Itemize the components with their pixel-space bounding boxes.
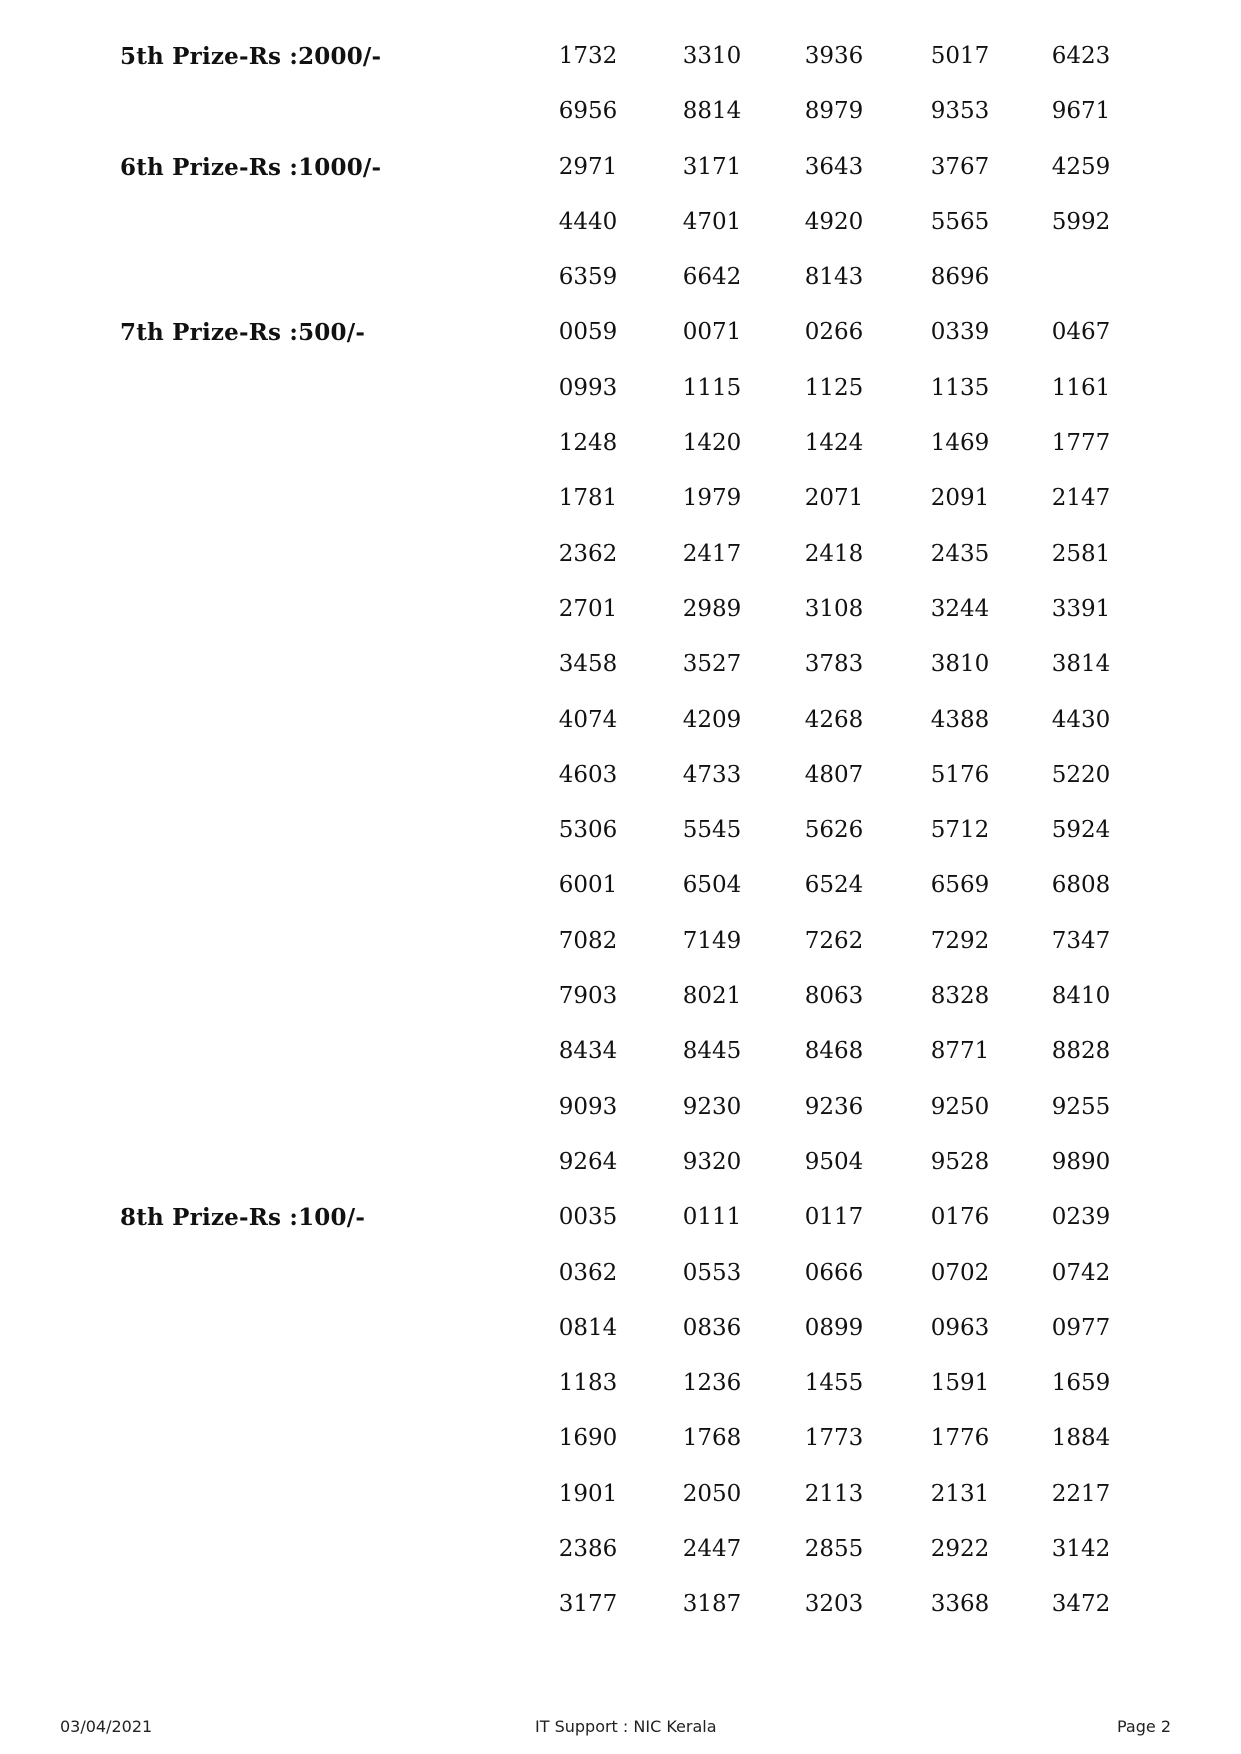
ticket-number: 1125 — [804, 374, 864, 401]
ticket-number: 3244 — [930, 595, 990, 622]
ticket-number: 0059 — [558, 319, 618, 346]
ticket-number: 2447 — [682, 1536, 742, 1563]
ticket-number: 2091 — [930, 485, 990, 512]
ticket-number: 5220 — [1051, 761, 1111, 788]
ticket-number: 9250 — [930, 1093, 990, 1120]
ticket-number: 4440 — [558, 208, 618, 235]
ticket-number: 5017 — [930, 43, 990, 69]
result-row — [0, 1417, 1241, 1472]
ticket-number: 1781 — [558, 485, 618, 512]
ticket-number: 8328 — [930, 983, 990, 1010]
ticket-number: 6359 — [558, 264, 618, 291]
ticket-number: 8828 — [1051, 1038, 1111, 1065]
result-row — [0, 975, 1241, 1030]
ticket-number: 4920 — [804, 208, 864, 235]
result-row — [0, 146, 1241, 201]
ticket-number: 0239 — [1051, 1204, 1111, 1231]
ticket-number: 3177 — [558, 1591, 618, 1618]
ticket-number: 3767 — [930, 153, 990, 180]
ticket-number: 0467 — [1051, 319, 1111, 346]
ticket-number: 3187 — [682, 1591, 742, 1618]
ticket-number: 4733 — [682, 761, 742, 788]
ticket-number: 7262 — [804, 927, 864, 954]
ticket-number: 9504 — [804, 1148, 864, 1175]
footer-date: 03/04/2021 — [60, 1717, 153, 1736]
ticket-number: 7149 — [682, 927, 742, 954]
ticket-number: 2386 — [558, 1536, 618, 1563]
ticket-number: 4268 — [804, 706, 864, 733]
ticket-number: 1979 — [682, 485, 742, 512]
ticket-number: 5565 — [930, 208, 990, 235]
ticket-number: 5712 — [930, 817, 990, 844]
ticket-number: 8979 — [804, 98, 864, 125]
ticket-number: 5545 — [682, 817, 742, 844]
ticket-number: 1690 — [558, 1425, 618, 1452]
result-row — [0, 699, 1241, 754]
ticket-number: 6524 — [804, 872, 864, 899]
result-row — [0, 533, 1241, 588]
ticket-number: 8468 — [804, 1038, 864, 1065]
ticket-number: 3472 — [1051, 1591, 1111, 1618]
ticket-number: 1469 — [930, 430, 990, 457]
ticket-number: 1773 — [804, 1425, 864, 1452]
ticket-number: 0176 — [930, 1204, 990, 1231]
ticket-number: 3391 — [1051, 595, 1111, 622]
result-row — [0, 1307, 1241, 1362]
ticket-number: 4430 — [1051, 706, 1111, 733]
ticket-number: 0266 — [804, 319, 864, 346]
ticket-number: 2701 — [558, 595, 618, 622]
ticket-number: 1424 — [804, 430, 864, 457]
ticket-number: 3203 — [804, 1591, 864, 1618]
ticket-number: 9264 — [558, 1148, 618, 1175]
result-row — [0, 1086, 1241, 1141]
ticket-number: 5992 — [1051, 208, 1111, 235]
ticket-number: 6808 — [1051, 872, 1111, 899]
ticket-number: 3810 — [930, 651, 990, 678]
ticket-number: 7292 — [930, 927, 990, 954]
ticket-number: 8814 — [682, 98, 742, 125]
ticket-number: 4074 — [558, 706, 618, 733]
ticket-number: 1420 — [682, 430, 742, 457]
result-row — [0, 1473, 1241, 1528]
ticket-number: 6423 — [1051, 43, 1111, 69]
ticket-number: 6001 — [558, 872, 618, 899]
ticket-number: 3936 — [804, 43, 864, 69]
ticket-number: 3527 — [682, 651, 742, 678]
ticket-number: 9236 — [804, 1093, 864, 1120]
ticket-number: 8771 — [930, 1038, 990, 1065]
ticket-number: 8063 — [804, 983, 864, 1010]
ticket-number: 0666 — [804, 1259, 864, 1286]
ticket-number: 9528 — [930, 1148, 990, 1175]
result-row — [0, 201, 1241, 256]
result-row — [0, 1362, 1241, 1417]
ticket-number: 1236 — [682, 1370, 742, 1397]
ticket-number: 8143 — [804, 264, 864, 291]
prize-label: 7th Prize-Rs :500/- — [120, 319, 366, 347]
ticket-number: 1591 — [930, 1370, 990, 1397]
ticket-number: 0977 — [1051, 1314, 1111, 1341]
result-row — [0, 588, 1241, 643]
ticket-number: 1161 — [1051, 374, 1111, 401]
ticket-number: 3783 — [804, 651, 864, 678]
result-row — [0, 477, 1241, 532]
ticket-number: 0071 — [682, 319, 742, 346]
ticket-number: 8445 — [682, 1038, 742, 1065]
result-row — [0, 864, 1241, 919]
ticket-number: 0553 — [682, 1259, 742, 1286]
ticket-number: 2113 — [804, 1480, 864, 1507]
ticket-number: 1884 — [1051, 1425, 1111, 1452]
ticket-number: 9353 — [930, 98, 990, 125]
prize-label: 6th Prize-Rs :1000/- — [120, 153, 382, 181]
ticket-number: 1183 — [558, 1370, 618, 1397]
ticket-number: 3643 — [804, 153, 864, 180]
ticket-number: 3108 — [804, 595, 864, 622]
prize-label: 8th Prize-Rs :100/- — [120, 1204, 366, 1232]
ticket-number: 4701 — [682, 208, 742, 235]
ticket-number: 1777 — [1051, 430, 1111, 457]
ticket-number: 6569 — [930, 872, 990, 899]
footer-page-number: Page 2 — [1117, 1717, 1171, 1736]
ticket-number: 4603 — [558, 761, 618, 788]
ticket-number: 9255 — [1051, 1093, 1111, 1120]
ticket-number: 2418 — [804, 540, 864, 567]
ticket-number: 2855 — [804, 1536, 864, 1563]
ticket-number: 5626 — [804, 817, 864, 844]
ticket-number: 3368 — [930, 1591, 990, 1618]
ticket-number: 1659 — [1051, 1370, 1111, 1397]
result-row — [0, 1141, 1241, 1196]
result-row — [0, 422, 1241, 477]
result-row — [0, 1196, 1241, 1251]
ticket-number: 4259 — [1051, 153, 1111, 180]
ticket-number: 8696 — [930, 264, 990, 291]
result-row — [0, 1583, 1241, 1638]
ticket-number: 0702 — [930, 1259, 990, 1286]
ticket-number: 6504 — [682, 872, 742, 899]
ticket-number: 8410 — [1051, 983, 1111, 1010]
ticket-number: 1768 — [682, 1425, 742, 1452]
ticket-number: 9890 — [1051, 1148, 1111, 1175]
prize-results-table — [0, 35, 1241, 1639]
ticket-number: 1732 — [558, 43, 618, 69]
ticket-number: 0117 — [804, 1204, 864, 1231]
ticket-number: 2417 — [682, 540, 742, 567]
ticket-number: 6956 — [558, 98, 618, 125]
ticket-number: 9230 — [682, 1093, 742, 1120]
ticket-number: 7903 — [558, 983, 618, 1010]
ticket-number: 0899 — [804, 1314, 864, 1341]
ticket-number: 0836 — [682, 1314, 742, 1341]
ticket-number: 2922 — [930, 1536, 990, 1563]
ticket-number: 0035 — [558, 1204, 618, 1231]
ticket-number: 7082 — [558, 927, 618, 954]
ticket-number: 7347 — [1051, 927, 1111, 954]
ticket-number: 2971 — [558, 153, 618, 180]
ticket-number: 1776 — [930, 1425, 990, 1452]
ticket-number: 2581 — [1051, 540, 1111, 567]
ticket-number: 5176 — [930, 761, 990, 788]
result-row — [0, 367, 1241, 422]
ticket-number: 4209 — [682, 706, 742, 733]
ticket-number: 0339 — [930, 319, 990, 346]
ticket-number: 1135 — [930, 374, 990, 401]
prize-label: 5th Prize-Rs :2000/- — [120, 43, 382, 70]
ticket-number: 8021 — [682, 983, 742, 1010]
ticket-number: 4807 — [804, 761, 864, 788]
ticket-number: 4388 — [930, 706, 990, 733]
result-row — [0, 1030, 1241, 1085]
ticket-number: 2217 — [1051, 1480, 1111, 1507]
ticket-number: 6642 — [682, 264, 742, 291]
ticket-number: 0742 — [1051, 1259, 1111, 1286]
ticket-number: 1115 — [682, 374, 742, 401]
ticket-number: 9671 — [1051, 98, 1111, 125]
ticket-number: 0993 — [558, 374, 618, 401]
ticket-number: 3171 — [682, 153, 742, 180]
ticket-number: 2071 — [804, 485, 864, 512]
ticket-number: 3310 — [682, 43, 742, 69]
result-row — [0, 1252, 1241, 1307]
result-row — [0, 1528, 1241, 1583]
ticket-number: 3458 — [558, 651, 618, 678]
ticket-number: 9093 — [558, 1093, 618, 1120]
ticket-number: 3142 — [1051, 1536, 1111, 1563]
ticket-number: 1248 — [558, 430, 618, 457]
result-row — [0, 643, 1241, 698]
ticket-number: 5306 — [558, 817, 618, 844]
result-row — [0, 311, 1241, 366]
result-row — [0, 809, 1241, 864]
result-row — [0, 754, 1241, 809]
ticket-number: 0362 — [558, 1259, 618, 1286]
ticket-number: 2989 — [682, 595, 742, 622]
footer-it-support: IT Support : NIC Kerala — [535, 1717, 717, 1736]
ticket-number: 5924 — [1051, 817, 1111, 844]
ticket-number: 3814 — [1051, 651, 1111, 678]
ticket-number: 0814 — [558, 1314, 618, 1341]
result-row — [0, 35, 1241, 90]
ticket-number: 0963 — [930, 1314, 990, 1341]
ticket-number: 1455 — [804, 1370, 864, 1397]
ticket-number: 2050 — [682, 1480, 742, 1507]
ticket-number: 1901 — [558, 1480, 618, 1507]
ticket-number: 9320 — [682, 1148, 742, 1175]
ticket-number: 2362 — [558, 540, 618, 567]
result-row — [0, 90, 1241, 145]
ticket-number: 2131 — [930, 1480, 990, 1507]
ticket-number: 0111 — [682, 1204, 742, 1231]
ticket-number: 2435 — [930, 540, 990, 567]
result-row — [0, 256, 1241, 311]
result-row — [0, 920, 1241, 975]
ticket-number: 2147 — [1051, 485, 1111, 512]
ticket-number: 8434 — [558, 1038, 618, 1065]
